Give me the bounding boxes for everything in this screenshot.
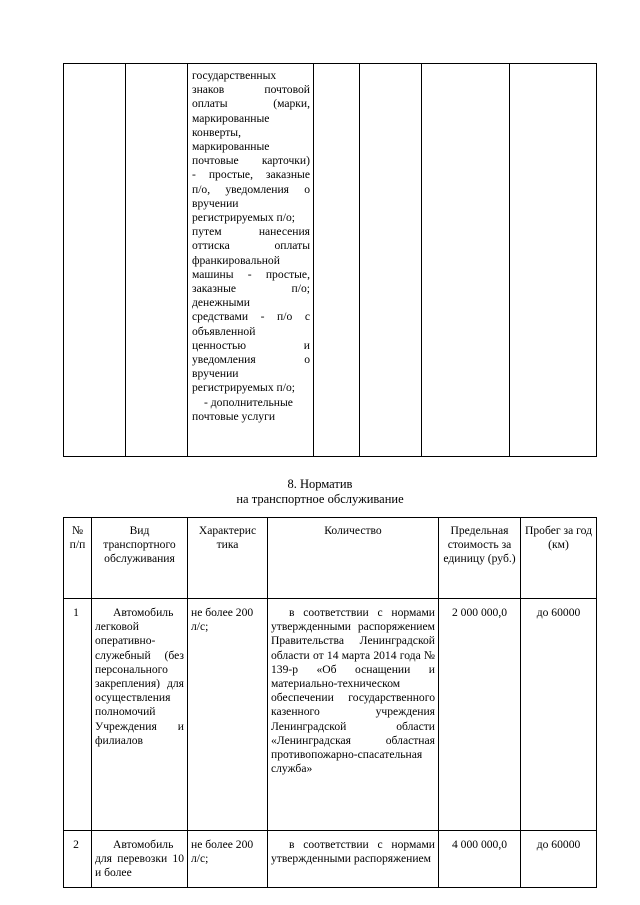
empty-cell [126,64,188,457]
header-quantity: Количество [268,518,439,599]
transport-norms-table [63,517,597,888]
text-line: оплаты (марки, [192,97,310,111]
text-line: знаков почтовой [192,83,310,97]
text-line: - дополнительные [204,395,293,409]
header-mileage: Пробег за год (км) [521,518,597,599]
continuation-table [63,63,597,457]
text-line: ценностью и [192,338,310,352]
text-line: средствами - п/о с [192,310,310,324]
row-characteristic: не более 200 л/с; [188,599,268,831]
row-number: 2 [64,831,92,888]
row-quantity: в соответствии с нормами утвержденными распоряжением Правительства Ленинградской области от 14 марта 2014 года № 139-р «Об оснащении и материально-техническом обеспечении государственного казенного учреждения Ленинградской области «Ленинградская областная противопожарно-спасательная служба» [268,599,439,831]
text-line: почтовые услуги [192,409,276,423]
empty-cell [422,64,510,457]
postage-description-cell [188,64,314,457]
row-mileage: до 60000 [521,599,597,831]
row-service-type: Автомобиль легковой оперативно-служебный (без персонального закрепления) для осуществления полномочий Учреждения и филиалов [92,599,188,831]
text-line: государственных [192,69,277,82]
text-line: - простые, заказные [192,168,310,182]
empty-cell [64,64,126,457]
text-line: машины - простые, [192,267,310,281]
empty-cell [510,64,597,457]
section-subtitle: на транспортное обслуживание [236,492,404,506]
text-line: почтовые карточки) [192,154,310,168]
text-line: вручении [192,367,239,381]
row-price: 2 000 000,0 [439,599,521,831]
text-line: оттиска оплаты [192,239,310,253]
header-number: № п/п [64,518,92,599]
text-line: франкировальной [192,253,280,267]
text-line: маркированные [192,111,270,125]
text-line: объявленной [192,324,256,338]
text-line: п/о, уведомления о [192,182,310,196]
text-line: вручении [192,196,239,210]
row-mileage: до 60000 [521,831,597,888]
header-service-type: Вид транспортного обслуживания [92,518,188,599]
header-characteristic: Характерис тика [188,518,268,599]
empty-cell [314,64,360,457]
table-header-row [64,518,597,599]
table-row [64,831,597,888]
text-line: заказные п/о; [192,282,310,296]
row-price: 4 000 000,0 [439,831,521,888]
text-line: денежными [192,296,250,310]
text-line: маркированные [192,140,270,154]
row-number: 1 [64,599,92,831]
table-row [64,599,597,831]
row-characteristic: не более 200 л/с; [188,831,268,888]
text-line: конверты, [192,125,241,139]
text-line: регистрируемых п/о; [192,211,295,225]
text-line: уведомления о [192,353,310,367]
text-line: регистрируемых п/о; [192,381,295,395]
section-title: 8. Норматив [287,477,353,491]
empty-cell [360,64,422,457]
row-quantity: в соответствии с нормами утвержденными распоряжением [268,831,439,888]
text-line: путем нанесения [192,225,310,239]
header-price: Предельная стоимость за единицу (руб.) [439,518,521,599]
row-service-type: Автомобиль для перевозки 10 и более [92,831,188,888]
